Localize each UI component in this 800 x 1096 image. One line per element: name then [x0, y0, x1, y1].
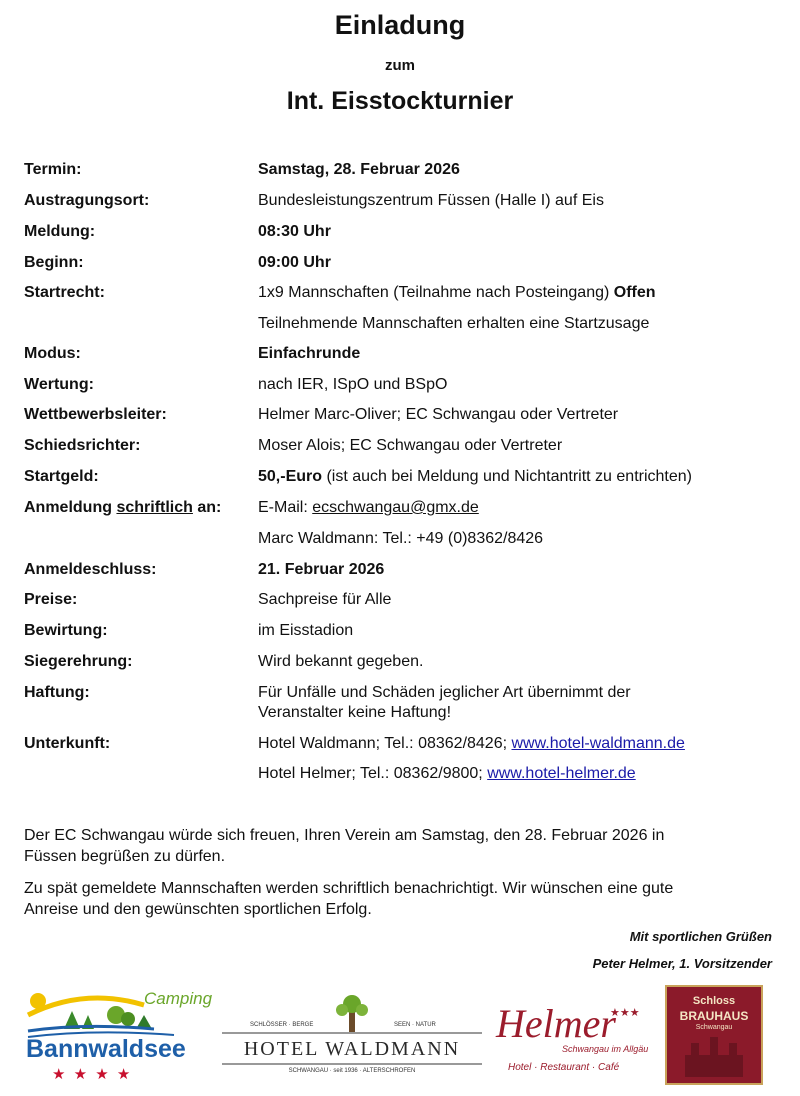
waldmann-tag-right: SEEN · NATUR	[394, 1022, 436, 1028]
helmer-logo	[490, 992, 658, 1082]
startgeld-value	[258, 467, 778, 487]
brauhaus-logo	[665, 985, 763, 1085]
helmer-name: Helmer	[496, 1001, 616, 1046]
preise-value: Sachpreise für Alle	[258, 591, 392, 608]
schiri-value: Moser Alois; EC Schwangau oder Vertreter	[258, 437, 563, 454]
email-prefix: E-Mail:	[258, 499, 308, 516]
ort-label: Austragungsort:	[24, 192, 150, 209]
ehrung-value: Wird bekannt gegeben.	[258, 653, 424, 670]
anmeldung-label-schriftlich: schriftlich	[116, 499, 193, 516]
preise-label: Preise:	[24, 591, 78, 608]
bannwaldsee-name: Bannwaldsee	[26, 1035, 186, 1063]
waldmann-bottom: SCHWANGAU · seit 1936 · ALTERSCHROFEN	[288, 1068, 416, 1074]
termin-value: Samstag, 28. Februar 2026	[258, 161, 460, 178]
waldmann-name: HOTEL WALDMANN	[243, 1038, 461, 1060]
startgeld-label: Startgeld:	[24, 468, 99, 485]
beginn-value: 09:00 Uhr	[258, 254, 331, 271]
haftung-label: Haftung:	[24, 684, 90, 701]
brauhaus-castle-icon	[677, 1037, 751, 1079]
brauhaus-line-3: Schwangau	[695, 1024, 733, 1031]
anmeldung-phone: Marc Waldmann: Tel.: +49 (0)8362/8426	[258, 530, 544, 547]
ehrung-label: Siegerehrung:	[24, 653, 133, 670]
schluss-value: 21. Februar 2026	[258, 561, 385, 578]
hotel-waldmann-text: Hotel Waldmann; Tel.: 08362/8426;	[258, 735, 508, 752]
invitation-subtitle: zum	[385, 57, 415, 74]
wertung-label: Wertung:	[24, 376, 94, 393]
meldung-label: Meldung:	[24, 223, 96, 240]
email-link[interactable]: ecschwangau@gmx.de	[312, 499, 479, 516]
paragraph-1	[24, 825, 776, 867]
bannwaldsee-logo	[24, 985, 216, 1085]
paragraph-2-line-2: Anreise und den gewünschten sportlichen Erfolg.	[24, 901, 372, 918]
signature-greeting: Mit sportlichen Grüßen	[629, 929, 772, 944]
schiri-label: Schiedsrichter:	[24, 437, 141, 454]
beginn-label: Beginn:	[24, 254, 84, 271]
brauhaus-line-1: Schloss	[692, 995, 736, 1007]
startrecht-offen: Offen	[613, 284, 656, 301]
bannwaldsee-stars: ★ ★ ★ ★	[52, 1066, 133, 1083]
startgeld-amount: 50,-Euro	[258, 468, 323, 485]
bewirtung-label: Bewirtung:	[24, 622, 108, 639]
startrecht-label: Startrecht:	[24, 284, 105, 301]
startrecht-value	[258, 283, 778, 303]
leiter-label: Wettbewerbsleiter:	[24, 406, 167, 423]
unterkunft-hotel-1	[258, 734, 778, 754]
paragraph-1-line-2: Füssen begrüßen zu dürfen.	[24, 848, 226, 865]
schluss-label: Anmeldeschluss:	[24, 561, 157, 578]
termin-label: Termin:	[24, 161, 82, 178]
modus-label: Modus:	[24, 345, 81, 362]
helmer-stars: ★★★	[610, 1007, 640, 1019]
modus-value: Einfachrunde	[258, 345, 361, 362]
hotel-helmer-link[interactable]: www.hotel-helmer.de	[487, 765, 636, 782]
startrecht-line2: Teilnehmende Mannschaften erhalten eine Startzusage	[258, 315, 650, 332]
haftung-value-1: Für Unfälle und Schäden jeglicher Art übernimmt der	[258, 684, 631, 701]
waldmann-tag-left: SCHLÖSSER · BERGE	[250, 1022, 314, 1028]
bannwaldsee-camping: Camping	[144, 989, 213, 1008]
leiter-value: Helmer Marc-Oliver; EC Schwangau oder Vertreter	[258, 406, 619, 423]
waldmann-logo	[218, 992, 486, 1082]
signature-name: Peter Helmer, 1. Vorsitzender	[592, 956, 772, 971]
meldung-value: 08:30 Uhr	[258, 223, 331, 240]
ort-value: Bundesleistungszentrum Füssen (Halle I) auf Eis	[258, 192, 604, 209]
startrecht-text: 1x9 Mannschaften (Teilnahme nach Posteingang)	[258, 284, 610, 301]
anmeldung-label-a: Anmeldung	[24, 499, 112, 516]
startgeld-note: (ist auch bei Meldung und Nichtantritt zu entrichten)	[326, 468, 692, 485]
wertung-value: nach IER, ISpO und BSpO	[258, 376, 448, 393]
helmer-sub: Schwangau im Allgäu	[562, 1044, 649, 1054]
helmer-bottom: Hotel · Restaurant · Café	[508, 1062, 620, 1073]
unterkunft-label: Unterkunft:	[24, 735, 111, 752]
unterkunft-hotel-2	[258, 764, 778, 784]
event-title: Int. Eisstockturnier	[286, 87, 514, 115]
brauhaus-line-2: BRAUHAUS	[679, 1009, 749, 1023]
hotel-helmer-text: Hotel Helmer; Tel.: 08362/9800;	[258, 765, 483, 782]
anmeldung-value	[258, 498, 778, 518]
bewirtung-value: im Eisstadion	[258, 622, 354, 639]
invitation-title: Einladung	[334, 10, 466, 40]
paragraph-1-line-1: Der EC Schwangau würde sich freuen, Ihren Verein am Samstag, den 28. Februar 2026 in	[24, 827, 665, 844]
haftung-value-2: Veranstalter keine Haftung!	[258, 704, 452, 721]
anmeldung-label	[24, 498, 221, 518]
anmeldung-label-an: an:	[197, 499, 222, 516]
hotel-waldmann-link[interactable]: www.hotel-waldmann.de	[511, 735, 685, 752]
paragraph-2-line-1: Zu spät gemeldete Mannschaften werden schriftlich benachrichtigt. Wir wünschen eine gute	[24, 880, 674, 897]
paragraph-2	[24, 878, 776, 920]
